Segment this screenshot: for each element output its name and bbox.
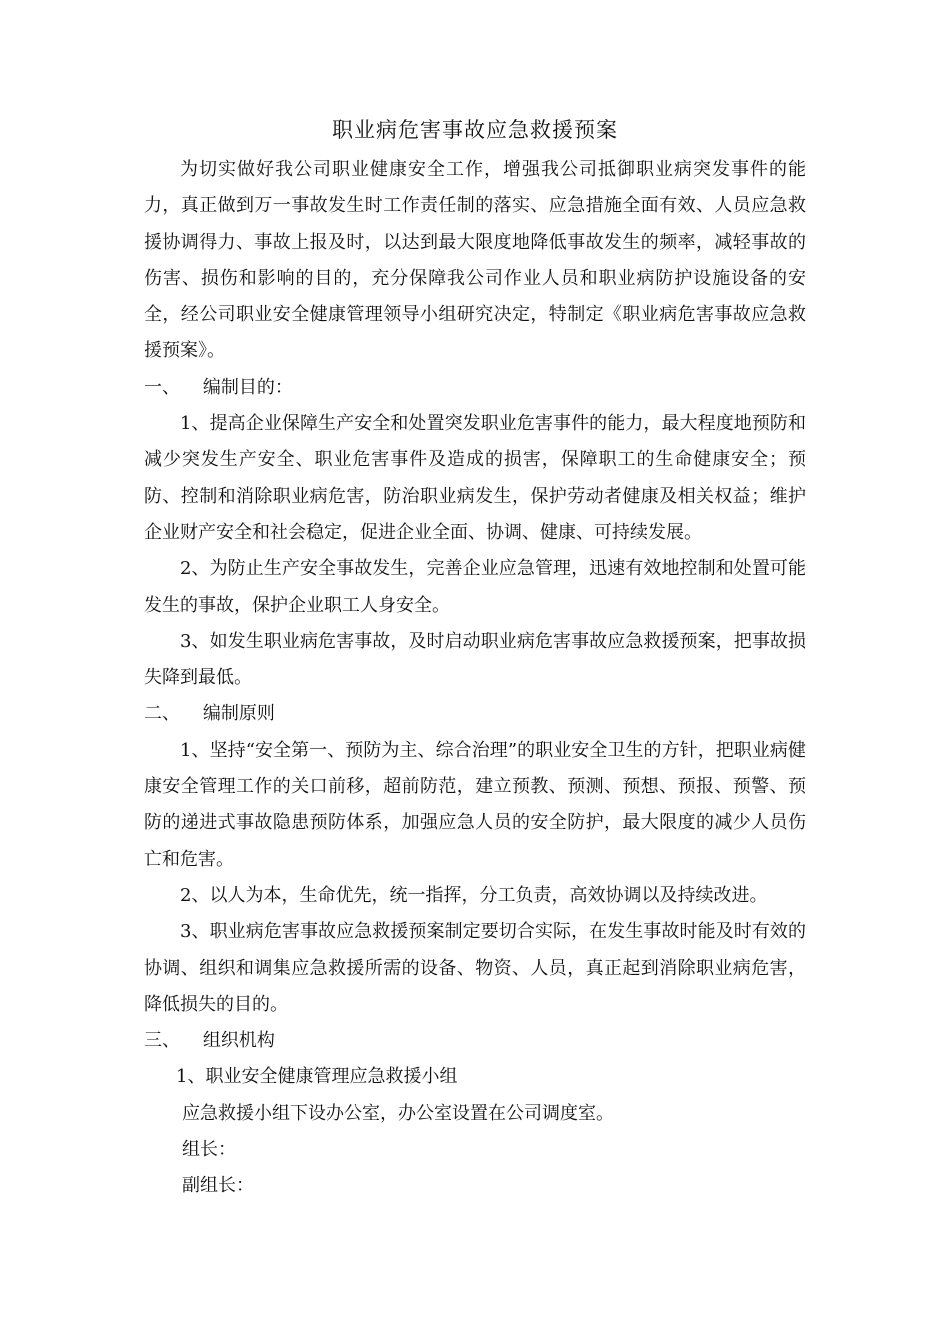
office-note: 应急救援小组下设办公室，办公室设置在公司调度室。	[182, 1102, 614, 1124]
section-heading-purpose: 一、 编制目的：	[144, 376, 293, 398]
principle-item-2: 2、以人为本，生命优先，统一指挥，分工负责，高效协调以及持续改进。	[180, 884, 768, 906]
document-body	[144, 112, 806, 1205]
principle-item-1: 1、坚持“安全第一、预防为主、综合治理”的职业安全卫生的方针，把职业病健康安全管理工作的关口前移，超前防范，建立预教、预测、预想、预报、预警、预防的递进式事故隐患预防体系，加强应急人员的安全防护，最大限度的减少人员伤亡和危害。	[144, 739, 806, 870]
section-heading-principles: 二、 编制原则	[144, 703, 275, 725]
organization-subheading: 1、职业安全健康管理应急救援小组	[176, 1066, 458, 1088]
intro-paragraph: 为切实做好我公司职业健康安全工作，增强我公司抵御职业病突发事件的能力，真正做到万一事故发生时工作责任制的落实、应急措施全面有效、人员应急救援协调得力、事故上报及时，以达到最大限度地降低事故发生的频率，减轻事故的伤害、损伤和影响的目的，充分保障我公司作业人员和职业病防护设施设备的安全，经公司职业安全健康管理领导小组研究决定，特制定《职业病危害事故应急救援预案》。	[144, 159, 806, 362]
purpose-item-3: 3、如发生职业病危害事故，及时启动职业病危害事故应急救援预案，把事故损失降到最低。	[144, 630, 806, 689]
deputy-leader-label: 副组长：	[182, 1175, 254, 1197]
purpose-item-2: 2、为防止生产安全事故发生，完善企业应急管理，迅速有效地控制和处置可能发生的事故，保护企业职工人身安全。	[144, 558, 806, 616]
document-title: 职业病危害事故应急救援预案	[332, 118, 618, 142]
leader-label: 组长：	[182, 1139, 236, 1161]
purpose-item-1: 1、提高企业保障生产安全和处置突发职业危害事件的能力，最大程度地预防和减少突发生产安全、职业危害事件及造成的损害，保障职工的生命健康安全；预防、控制和消除职业病危害，防治职业病发生，保护劳动者健康及相关权益；维护企业财产安全和社会稳定，促进企业全面、协调、健康、可持续发展。	[144, 413, 806, 543]
principle-item-3: 3、职业病危害事故应急救援预案制定要切合实际，在发生事故时能及时有效的协调、组织和调集应急救援所需的设备、物资、人员，真正起到消除职业病危害，降低损失的目的。	[144, 921, 806, 1015]
section-heading-organization: 三、 组织机构	[144, 1030, 275, 1052]
